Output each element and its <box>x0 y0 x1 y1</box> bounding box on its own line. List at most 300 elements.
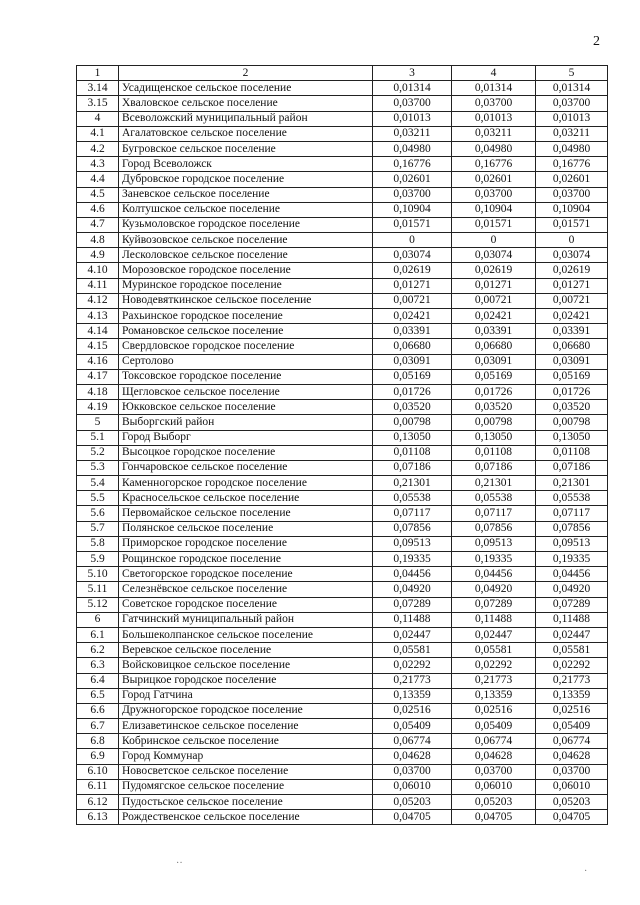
table-row <box>77 476 608 491</box>
value-col-4: 0,01314 <box>452 81 536 96</box>
table-row <box>77 460 608 475</box>
table-row <box>77 521 608 536</box>
table-row <box>77 278 608 293</box>
row-number: 4.8 <box>77 233 119 248</box>
value-col-4: 0,03700 <box>452 764 536 779</box>
row-number: 4.16 <box>77 354 119 369</box>
value-col-4: 0,07117 <box>452 506 536 521</box>
table-row <box>77 688 608 703</box>
value-col-4: 0,00798 <box>452 415 536 430</box>
row-number: 4.10 <box>77 263 119 278</box>
municipality-name: Токсовское городское поселение <box>119 369 373 384</box>
value-col-5: 0,02447 <box>536 627 608 642</box>
value-col-5: 0,05169 <box>536 369 608 384</box>
value-col-4: 0,07186 <box>452 460 536 475</box>
municipality-name: Елизаветинское сельское поселение <box>119 719 373 734</box>
municipality-name: Щегловское сельское поселение <box>119 384 373 399</box>
value-col-5: 0,01726 <box>536 384 608 399</box>
table-row <box>77 141 608 156</box>
table-row <box>77 795 608 810</box>
column-header: 3 <box>373 66 452 81</box>
row-number: 4.3 <box>77 157 119 172</box>
municipality-name: Муринское городское поселение <box>119 278 373 293</box>
value-col-3: 0,11488 <box>373 612 452 627</box>
municipality-name: Красносельское сельское поселение <box>119 491 373 506</box>
value-col-4: 0,03211 <box>452 126 536 141</box>
value-col-5: 0,05581 <box>536 643 608 658</box>
municipality-name: Селезнёвское сельское поселение <box>119 582 373 597</box>
value-col-5: 0,01271 <box>536 278 608 293</box>
row-number: 6.7 <box>77 719 119 734</box>
table-row <box>77 779 608 794</box>
table-row <box>77 582 608 597</box>
row-number: 6.9 <box>77 749 119 764</box>
table-row <box>77 202 608 217</box>
table-row <box>77 187 608 202</box>
value-col-4: 0,04456 <box>452 567 536 582</box>
value-col-3: 0,02447 <box>373 627 452 642</box>
column-header: 1 <box>77 66 119 81</box>
row-number: 5.11 <box>77 582 119 597</box>
row-number: 4.9 <box>77 248 119 263</box>
row-number: 6.4 <box>77 673 119 688</box>
row-number: 5.1 <box>77 430 119 445</box>
scan-mark: ·· <box>176 858 183 869</box>
table-row <box>77 293 608 308</box>
municipality-name: Веревское сельское поселение <box>119 643 373 658</box>
value-col-4: 0,03520 <box>452 400 536 415</box>
value-col-4: 0,05409 <box>452 719 536 734</box>
value-col-5: 0,07117 <box>536 506 608 521</box>
table-row <box>77 233 608 248</box>
value-col-3: 0,05409 <box>373 719 452 734</box>
municipality-name: Выборгский район <box>119 415 373 430</box>
value-col-5: 0,06774 <box>536 734 608 749</box>
value-col-3: 0,02292 <box>373 658 452 673</box>
value-col-4: 0,04705 <box>452 810 536 825</box>
table-row <box>77 309 608 324</box>
value-col-3: 0,06010 <box>373 779 452 794</box>
municipality-name: Войсковицкое сельское поселение <box>119 658 373 673</box>
municipality-name: Новосветское сельское поселение <box>119 764 373 779</box>
row-number: 4.7 <box>77 217 119 232</box>
value-col-3: 0,06680 <box>373 339 452 354</box>
value-col-4: 0 <box>452 233 536 248</box>
value-col-5: 0,05409 <box>536 719 608 734</box>
table-row <box>77 627 608 642</box>
value-col-3: 0 <box>373 233 452 248</box>
municipality-name: Вырицкое городское поселение <box>119 673 373 688</box>
value-col-3: 0,03091 <box>373 354 452 369</box>
value-col-5: 0,05203 <box>536 795 608 810</box>
value-col-5: 0,00798 <box>536 415 608 430</box>
table-row <box>77 324 608 339</box>
value-col-3: 0,01314 <box>373 81 452 96</box>
row-number: 4.6 <box>77 202 119 217</box>
row-number: 6.11 <box>77 779 119 794</box>
value-col-5: 0,03074 <box>536 248 608 263</box>
value-col-5: 0,13050 <box>536 430 608 445</box>
value-col-5: 0,16776 <box>536 157 608 172</box>
row-number: 4.17 <box>77 369 119 384</box>
value-col-4: 0,01271 <box>452 278 536 293</box>
value-col-4: 0,02421 <box>452 309 536 324</box>
table-row <box>77 719 608 734</box>
table-row <box>77 734 608 749</box>
value-col-3: 0,00721 <box>373 293 452 308</box>
value-col-4: 0,04628 <box>452 749 536 764</box>
column-header: 5 <box>536 66 608 81</box>
municipality-name: Город Выборг <box>119 430 373 445</box>
table-row <box>77 567 608 582</box>
municipality-name: Хваловское сельское поселение <box>119 96 373 111</box>
value-col-4: 0,02619 <box>452 263 536 278</box>
municipality-name: Светогорское городское поселение <box>119 567 373 582</box>
value-col-5: 0,03211 <box>536 126 608 141</box>
value-col-3: 0,04705 <box>373 810 452 825</box>
value-col-5: 0,02619 <box>536 263 608 278</box>
value-col-5: 0,04980 <box>536 141 608 156</box>
value-col-4: 0,19335 <box>452 552 536 567</box>
value-col-4: 0,11488 <box>452 612 536 627</box>
table-row <box>77 81 608 96</box>
row-number: 4.18 <box>77 384 119 399</box>
row-number: 4.5 <box>77 187 119 202</box>
value-col-5: 0,02516 <box>536 703 608 718</box>
value-col-4: 0,02601 <box>452 172 536 187</box>
value-col-5: 0,21773 <box>536 673 608 688</box>
value-col-5: 0,03520 <box>536 400 608 415</box>
value-col-3: 0,09513 <box>373 536 452 551</box>
row-number: 4.11 <box>77 278 119 293</box>
value-col-4: 0,04980 <box>452 141 536 156</box>
value-col-4: 0,01726 <box>452 384 536 399</box>
value-col-4: 0,01108 <box>452 445 536 460</box>
value-col-5: 0,04628 <box>536 749 608 764</box>
value-col-5: 0,07289 <box>536 597 608 612</box>
value-col-4: 0,04920 <box>452 582 536 597</box>
municipality-name: Рощинское городское поселение <box>119 552 373 567</box>
value-col-4: 0,05169 <box>452 369 536 384</box>
value-col-5: 0,09513 <box>536 536 608 551</box>
table-row <box>77 248 608 263</box>
table-row <box>77 430 608 445</box>
value-col-5: 0,04705 <box>536 810 608 825</box>
municipality-name: Город Всеволожск <box>119 157 373 172</box>
municipality-name: Рахьинское городское поселение <box>119 309 373 324</box>
value-col-3: 0,02619 <box>373 263 452 278</box>
value-col-3: 0,13050 <box>373 430 452 445</box>
municipality-name: Колтушское сельское поселение <box>119 202 373 217</box>
table-row <box>77 552 608 567</box>
row-number: 4.1 <box>77 126 119 141</box>
value-col-3: 0,04628 <box>373 749 452 764</box>
row-number: 4.13 <box>77 309 119 324</box>
value-col-5: 0,07856 <box>536 521 608 536</box>
municipality-name: Город Коммунар <box>119 749 373 764</box>
row-number: 6.6 <box>77 703 119 718</box>
table-row <box>77 703 608 718</box>
row-number: 5.12 <box>77 597 119 612</box>
row-number: 5.6 <box>77 506 119 521</box>
table-row <box>77 126 608 141</box>
value-col-3: 0,07117 <box>373 506 452 521</box>
value-col-5: 0,02601 <box>536 172 608 187</box>
municipality-name: Морозовское городское поселение <box>119 263 373 278</box>
value-col-5: 0,03391 <box>536 324 608 339</box>
row-number: 4.15 <box>77 339 119 354</box>
municipality-name: Агалатовское сельское поселение <box>119 126 373 141</box>
municipality-name: Рождественское сельское поселение <box>119 810 373 825</box>
value-col-3: 0,03391 <box>373 324 452 339</box>
table-row <box>77 172 608 187</box>
value-col-4: 0,09513 <box>452 536 536 551</box>
table-row <box>77 643 608 658</box>
value-col-5: 0,21301 <box>536 476 608 491</box>
value-col-4: 0,02292 <box>452 658 536 673</box>
value-col-3: 0,03700 <box>373 187 452 202</box>
value-col-4: 0,13359 <box>452 688 536 703</box>
value-col-4: 0,01571 <box>452 217 536 232</box>
value-col-4: 0,02516 <box>452 703 536 718</box>
municipality-name: Гончаровское сельское поселение <box>119 460 373 475</box>
value-col-5: 0,06010 <box>536 779 608 794</box>
value-col-3: 0,02601 <box>373 172 452 187</box>
row-number: 5.3 <box>77 460 119 475</box>
municipality-name: Куйвозовское сельское поселение <box>119 233 373 248</box>
row-number: 4.12 <box>77 293 119 308</box>
value-col-5: 0,07186 <box>536 460 608 475</box>
row-number: 6.2 <box>77 643 119 658</box>
value-col-4: 0,00721 <box>452 293 536 308</box>
value-col-3: 0,05203 <box>373 795 452 810</box>
municipality-name: Свердловское городское поселение <box>119 339 373 354</box>
value-col-3: 0,19335 <box>373 552 452 567</box>
value-col-5: 0,01314 <box>536 81 608 96</box>
table-body <box>77 81 608 825</box>
value-col-5: 0,11488 <box>536 612 608 627</box>
municipality-name: Полянское сельское поселение <box>119 521 373 536</box>
value-col-3: 0,03520 <box>373 400 452 415</box>
value-col-3: 0,01271 <box>373 278 452 293</box>
value-col-3: 0,03700 <box>373 764 452 779</box>
municipality-name: Кузьмоловское городское поселение <box>119 217 373 232</box>
value-col-3: 0,01013 <box>373 111 452 126</box>
row-number: 4.14 <box>77 324 119 339</box>
value-col-3: 0,03074 <box>373 248 452 263</box>
municipality-name: Пудостьское сельское поселение <box>119 795 373 810</box>
value-col-4: 0,03700 <box>452 96 536 111</box>
value-col-5: 0,01571 <box>536 217 608 232</box>
row-number: 6.8 <box>77 734 119 749</box>
municipality-name: Каменногорское городское поселение <box>119 476 373 491</box>
value-col-5: 0,03700 <box>536 96 608 111</box>
value-col-4: 0,02447 <box>452 627 536 642</box>
value-col-5: 0,02292 <box>536 658 608 673</box>
value-col-3: 0,01108 <box>373 445 452 460</box>
row-number: 3.14 <box>77 81 119 96</box>
row-number: 4.19 <box>77 400 119 415</box>
municipality-name: Всеволожский муниципальный район <box>119 111 373 126</box>
table-row <box>77 157 608 172</box>
table-row <box>77 339 608 354</box>
row-number: 6.13 <box>77 810 119 825</box>
table-row <box>77 810 608 825</box>
value-col-4: 0,16776 <box>452 157 536 172</box>
table-row <box>77 400 608 415</box>
value-col-3: 0,04456 <box>373 567 452 582</box>
value-col-3: 0,04980 <box>373 141 452 156</box>
table-row <box>77 445 608 460</box>
coefficients-table <box>76 65 608 825</box>
value-col-5: 0,03700 <box>536 187 608 202</box>
row-number: 3.15 <box>77 96 119 111</box>
municipality-name: Заневское сельское поселение <box>119 187 373 202</box>
value-col-3: 0,05581 <box>373 643 452 658</box>
value-col-4: 0,21301 <box>452 476 536 491</box>
row-number: 4.2 <box>77 141 119 156</box>
municipality-name: Усадищенское сельское поселение <box>119 81 373 96</box>
value-col-5: 0,03700 <box>536 764 608 779</box>
value-col-4: 0,13050 <box>452 430 536 445</box>
row-number: 5.10 <box>77 567 119 582</box>
value-col-3: 0,04920 <box>373 582 452 597</box>
scan-mark: · <box>584 866 588 877</box>
value-col-4: 0,03700 <box>452 187 536 202</box>
row-number: 5.5 <box>77 491 119 506</box>
row-number: 6 <box>77 612 119 627</box>
value-col-3: 0,02516 <box>373 703 452 718</box>
value-col-4: 0,07856 <box>452 521 536 536</box>
value-col-3: 0,00798 <box>373 415 452 430</box>
row-number: 5.9 <box>77 552 119 567</box>
municipality-name: Сертолово <box>119 354 373 369</box>
page-number: 2 <box>593 34 600 49</box>
municipality-name: Большеколпанское сельское поселение <box>119 627 373 642</box>
value-col-3: 0,07856 <box>373 521 452 536</box>
table-row <box>77 415 608 430</box>
value-col-5: 0,10904 <box>536 202 608 217</box>
table-row <box>77 217 608 232</box>
table-row <box>77 673 608 688</box>
value-col-3: 0,05538 <box>373 491 452 506</box>
value-col-5: 0,06680 <box>536 339 608 354</box>
municipality-name: Советское городское поселение <box>119 597 373 612</box>
value-col-3: 0,02421 <box>373 309 452 324</box>
row-number: 5.4 <box>77 476 119 491</box>
value-col-5: 0,01013 <box>536 111 608 126</box>
value-col-4: 0,03091 <box>452 354 536 369</box>
row-number: 5.2 <box>77 445 119 460</box>
value-col-5: 0,02421 <box>536 309 608 324</box>
row-number: 4 <box>77 111 119 126</box>
value-col-4: 0,07289 <box>452 597 536 612</box>
table-row <box>77 96 608 111</box>
value-col-5: 0,01108 <box>536 445 608 460</box>
municipality-name: Дружногорское городское поселение <box>119 703 373 718</box>
row-number: 6.1 <box>77 627 119 642</box>
value-col-4: 0,05581 <box>452 643 536 658</box>
table-row <box>77 658 608 673</box>
table-row <box>77 263 608 278</box>
municipality-name: Дубровское городское поселение <box>119 172 373 187</box>
value-col-5: 0,13359 <box>536 688 608 703</box>
value-col-4: 0,06010 <box>452 779 536 794</box>
value-col-3: 0,05169 <box>373 369 452 384</box>
table-row <box>77 764 608 779</box>
value-col-5: 0,19335 <box>536 552 608 567</box>
table-header <box>77 66 608 81</box>
row-number: 6.5 <box>77 688 119 703</box>
municipality-name: Приморское городское поселение <box>119 536 373 551</box>
value-col-3: 0,21773 <box>373 673 452 688</box>
column-header: 2 <box>119 66 373 81</box>
value-col-4: 0,03074 <box>452 248 536 263</box>
municipality-name: Новодевяткинское сельское поселение <box>119 293 373 308</box>
table-row <box>77 749 608 764</box>
row-number: 6.12 <box>77 795 119 810</box>
value-col-5: 0,05538 <box>536 491 608 506</box>
value-col-5: 0,00721 <box>536 293 608 308</box>
value-col-5: 0 <box>536 233 608 248</box>
municipality-name: Первомайское сельское поселение <box>119 506 373 521</box>
table-row <box>77 612 608 627</box>
table-row <box>77 597 608 612</box>
value-col-3: 0,10904 <box>373 202 452 217</box>
value-col-3: 0,01726 <box>373 384 452 399</box>
table-row <box>77 384 608 399</box>
table-row <box>77 111 608 126</box>
municipality-name: Кобринское сельское поселение <box>119 734 373 749</box>
value-col-4: 0,03391 <box>452 324 536 339</box>
municipality-name: Юкковское сельское поселение <box>119 400 373 415</box>
value-col-5: 0,04456 <box>536 567 608 582</box>
municipality-name: Бугровское сельское поселение <box>119 141 373 156</box>
value-col-3: 0,16776 <box>373 157 452 172</box>
value-col-5: 0,03091 <box>536 354 608 369</box>
table-row <box>77 369 608 384</box>
municipality-name: Гатчинский муниципальный район <box>119 612 373 627</box>
table-row <box>77 354 608 369</box>
row-number: 6.3 <box>77 658 119 673</box>
value-col-4: 0,05203 <box>452 795 536 810</box>
table-row <box>77 506 608 521</box>
header-row <box>77 66 608 81</box>
row-number: 6.10 <box>77 764 119 779</box>
municipality-name: Город Гатчина <box>119 688 373 703</box>
municipality-name: Высоцкое городское поселение <box>119 445 373 460</box>
value-col-4: 0,06774 <box>452 734 536 749</box>
value-col-3: 0,21301 <box>373 476 452 491</box>
row-number: 5.7 <box>77 521 119 536</box>
municipality-name: Лесколовское сельское поселение <box>119 248 373 263</box>
value-col-4: 0,10904 <box>452 202 536 217</box>
value-col-3: 0,07289 <box>373 597 452 612</box>
value-col-5: 0,04920 <box>536 582 608 597</box>
municipality-name: Пудомягское сельское поселение <box>119 779 373 794</box>
value-col-4: 0,05538 <box>452 491 536 506</box>
value-col-4: 0,06680 <box>452 339 536 354</box>
value-col-4: 0,21773 <box>452 673 536 688</box>
municipality-name: Романовское сельское поселение <box>119 324 373 339</box>
row-number: 5 <box>77 415 119 430</box>
row-number: 4.4 <box>77 172 119 187</box>
value-col-3: 0,06774 <box>373 734 452 749</box>
row-number: 5.8 <box>77 536 119 551</box>
table-row <box>77 536 608 551</box>
column-header: 4 <box>452 66 536 81</box>
value-col-3: 0,07186 <box>373 460 452 475</box>
